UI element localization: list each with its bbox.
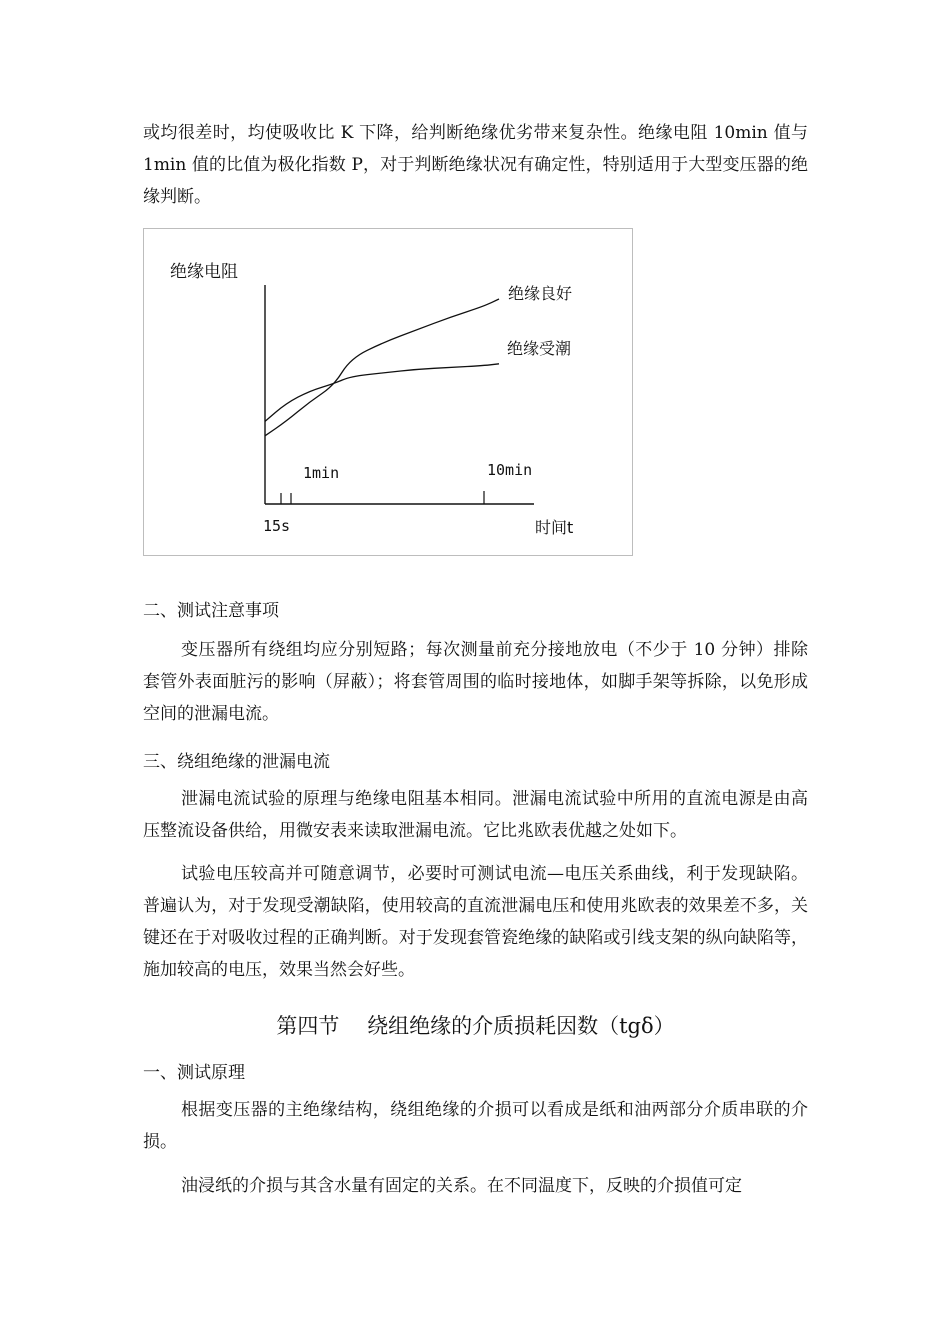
series-label-good: 绝缘良好 — [508, 284, 573, 303]
insulation-resistance-figure — [143, 228, 633, 556]
y-axis-label: 绝缘电阻 — [170, 262, 238, 282]
insulation-resistance-chart — [144, 229, 634, 557]
heading-test-principle: 一、测试原理 — [143, 1063, 245, 1083]
x-tick-label-15s: 15s — [263, 517, 291, 535]
x-tick-label-1min: 1min — [303, 464, 340, 482]
series-line-damp — [265, 364, 499, 422]
x-axis-label: 时间t — [535, 518, 574, 537]
series-layer — [265, 299, 499, 436]
series-label-damp: 绝缘受潮 — [507, 339, 572, 358]
heading-leakage-current: 三、绕组绝缘的泄漏电流 — [143, 752, 330, 772]
paragraph-leakage-principle: 泄漏电流试验的原理与绝缘电阻基本相同。泄漏电流试验中所用的直流电源是由高压整流设备供给，用微安表来读取泄漏电流。它比兆欧表优越之处如下。 — [143, 789, 808, 841]
series-line-good — [265, 299, 499, 436]
paragraph-leakage-advantages: 试验电压较高并可随意调节，必要时可测试电流—电压关系曲线，利于发现缺陷。普遍认为，对于发现受潮缺陷，使用较高的直流泄漏电压和使用兆欧表的效果差不多，关键还在于对吸收过程的正确判断。对于发现套管瓷绝缘的缺陷或引线支架的纵向缺陷等，施加较高的电压，效果当然会好些。 — [143, 864, 808, 980]
paragraph-test-precautions: 变压器所有绕组均应分别短路；每次测量前充分接地放电（不少于 10 分钟）排除套管外表面脏污的影响（屏蔽）；将套管周围的临时接地体，如脚手架等拆除，以免形成空间的泄漏电流。 — [143, 640, 808, 724]
section-title-dielectric-loss: 第四节 绕组绝缘的介质损耗因数（tgδ） — [276, 1014, 675, 1038]
paragraph-polarization-index: 或均很差时，均使吸收比 K 下降，给判断绝缘优劣带来复杂性。绝缘电阻 10min 值与 1min 值的比值为极化指数 P，对于判断绝缘状况有确定性，特别适用于大型变压器的绝缘判断。 — [143, 123, 808, 207]
heading-test-precautions: 二、测试注意事项 — [143, 601, 279, 621]
paragraph-insulation-structure: 根据变压器的主绝缘结构，绕组绝缘的介损可以看成是纸和油两部分介质串联的介损。 — [143, 1100, 808, 1152]
paragraph-oil-paper-loss: 油浸纸的介损与其含水量有固定的关系。在不同温度下，反映的介损值可定 — [181, 1176, 742, 1196]
x-tick-label-10min: 10min — [487, 461, 533, 479]
